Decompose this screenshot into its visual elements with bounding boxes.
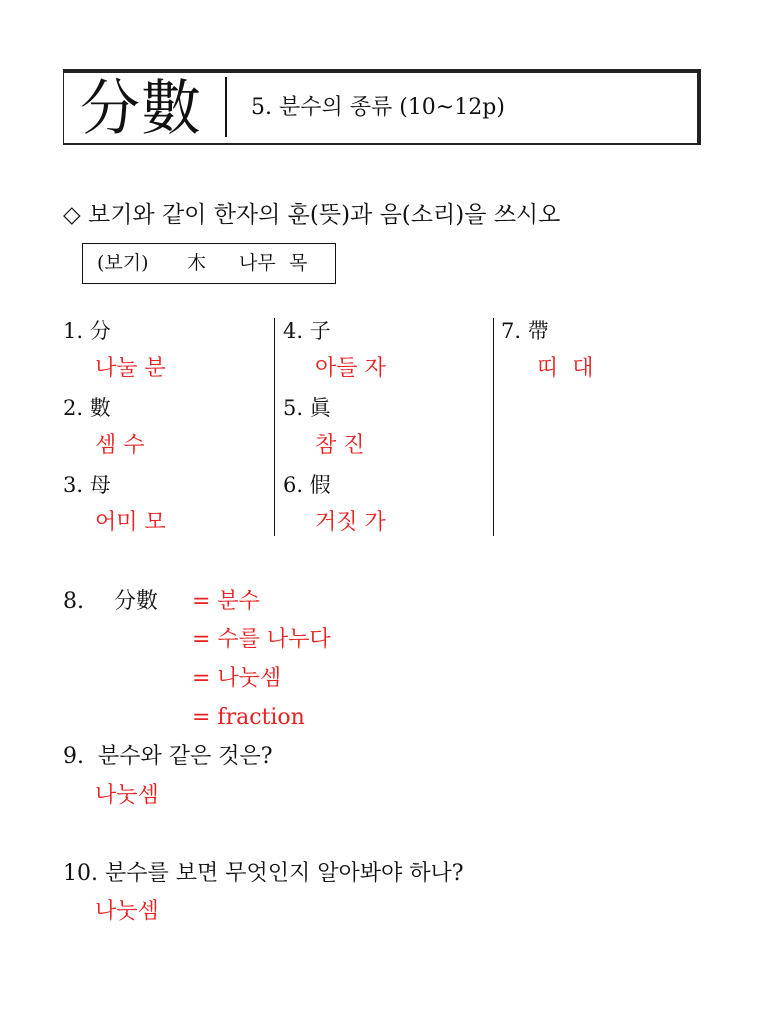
header-hanja-title: 分數	[80, 74, 202, 144]
q9-answer: 나눗셈	[95, 783, 159, 808]
header-subtitle: 5. 분수의 종류 (10~12p)	[251, 95, 505, 120]
item-label: 4. 子	[283, 319, 331, 343]
q8-line: = fraction	[192, 705, 305, 730]
header-divider	[225, 77, 227, 137]
example-sound: 목	[289, 252, 308, 274]
item-label: 3. 母	[63, 473, 111, 497]
item-label: 7. 帶	[501, 319, 549, 343]
column-divider-2	[493, 318, 494, 536]
header-border-right	[697, 70, 701, 144]
item-answer: 거짓 가	[315, 510, 386, 535]
q8-line: = 수를 나누다	[192, 627, 331, 652]
item-label: 2. 數	[63, 396, 111, 420]
item-label: 1. 分	[63, 319, 111, 343]
example-label: (보기)	[97, 252, 149, 274]
q9-question: 9. 분수와 같은 것은?	[63, 744, 273, 769]
example-meaning: 나무	[239, 252, 276, 274]
q8-number: 8.	[63, 589, 84, 614]
q8-line: = 분수	[192, 589, 260, 614]
item-answer: 띠 대	[537, 356, 594, 381]
item-label: 5. 眞	[283, 396, 331, 420]
item-label: 6. 假	[283, 473, 331, 497]
q8-line: = 나눗셈	[192, 666, 282, 691]
item-answer: 어미 모	[95, 510, 166, 535]
q10-answer: 나눗셈	[95, 899, 159, 924]
example-hanja: 木	[187, 252, 207, 274]
q10-question: 10. 분수를 보면 무엇인지 알아봐야 하나?	[63, 861, 464, 886]
item-answer: 셈 수	[95, 433, 145, 458]
instruction-text: ◇ 보기와 같이 한자의 훈(뜻)과 음(소리)을 쓰시오	[63, 202, 561, 228]
q8-word: 分數	[114, 589, 159, 614]
item-answer: 나눌 분	[95, 356, 166, 381]
example-content	[97, 250, 307, 276]
item-answer: 참 진	[315, 433, 365, 458]
column-divider-1	[274, 318, 275, 536]
item-answer: 아들 자	[315, 356, 386, 381]
